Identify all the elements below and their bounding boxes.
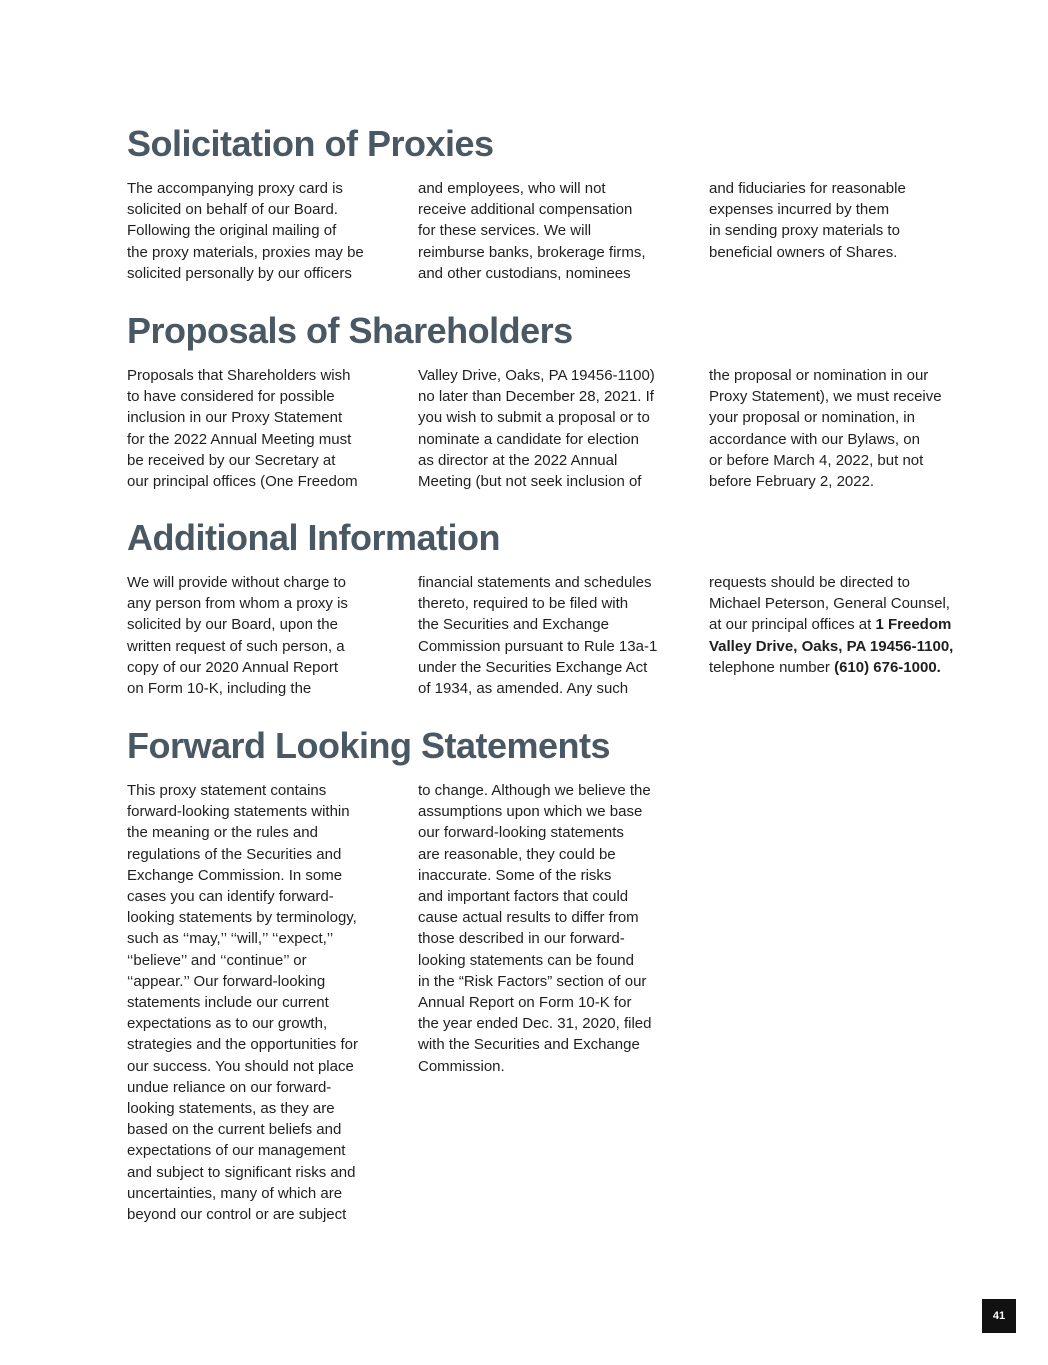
text-line: Valley Drive, Oaks, PA 19456-1100) (418, 367, 655, 384)
text-line: undue reliance on our forward- (127, 1078, 332, 1096)
text-line: solicited on behalf of our Board. (127, 201, 338, 219)
section-proposals-of-shareholders (127, 310, 977, 491)
text-line: beneficial owners of Shares. (709, 243, 898, 261)
text-line: before February 2, 2022. (709, 473, 875, 491)
text-column-1 (127, 365, 389, 492)
text-line: expectations of our management (127, 1142, 346, 1160)
text-line: to have considered for possible (127, 388, 335, 406)
text-line: regulations of the Securities and (127, 845, 342, 863)
text-line: Proxy Statement), we must receive (709, 388, 942, 406)
text-line: under the Securities Exchange Act (418, 658, 648, 676)
text-line: We will provide without charge to (127, 574, 346, 591)
text-line: Michael Peterson, General Counsel, (709, 595, 950, 613)
text-line: Annual Report on Form 10-K for (418, 994, 632, 1012)
text-line: Exchange Commission. In some (127, 866, 343, 884)
text-line: as director at the 2022 Annual (418, 451, 618, 469)
text-line: expenses incurred by them (709, 201, 890, 219)
address-bold: 1 Freedom (875, 616, 952, 634)
text-line: our principal offices (One Freedom (127, 473, 358, 491)
text-column-2 (418, 365, 680, 492)
text-line: or before March 4, 2022, but not (709, 451, 924, 469)
text-line: looking statements, as they are (127, 1100, 335, 1118)
text-line: inclusion in our Proxy Statement (127, 409, 343, 427)
text-line (709, 614, 971, 635)
text-line: and subject to significant risks and (127, 1163, 356, 1181)
text-line: those described in our forward- (418, 930, 625, 948)
text-line: the year ended Dec. 31, 2020, filed (418, 1015, 652, 1033)
text-line: uncertainties, many of which are (127, 1184, 343, 1202)
text-line: inaccurate. Some of the risks (418, 866, 612, 884)
text-line: and employees, who will not (418, 180, 606, 197)
section-additional-information (127, 517, 977, 698)
text-line: nominate a candidate for election (418, 430, 639, 448)
text-line (709, 657, 971, 678)
text-line: receive additional compensation (418, 201, 633, 219)
text-line: to change. Although we believe the (418, 782, 651, 799)
text-line: Commission pursuant to Rule 13a-1 (418, 637, 658, 655)
page-number: 41 (982, 1299, 1016, 1333)
text-line: written request of such person, a (127, 637, 345, 655)
section-solicitation-of-proxies (127, 123, 977, 282)
text-line: Following the original mailing of (127, 222, 337, 240)
text-line: and other custodians, nominees (418, 264, 631, 282)
text-line: cause actual results to differ from (418, 909, 639, 927)
text-line: no later than December 28, 2021. If (418, 388, 654, 406)
text-line: strategies and the opportunities for (127, 1036, 358, 1054)
text-line: you wish to submit a proposal or to (418, 409, 650, 427)
text-line: Proposals that Shareholders wish (127, 367, 351, 384)
text-line: statements include our current (127, 994, 329, 1012)
text-line: The accompanying proxy card is (127, 180, 343, 197)
text-line: on Form 10-K, including the (127, 680, 312, 698)
text-line: for the 2022 Annual Meeting must (127, 430, 352, 448)
text-column-2 (418, 780, 680, 1077)
text-column-2 (418, 572, 680, 699)
text-line: for these services. We will (418, 222, 592, 240)
text-line: ‘‘appear.’’ Our forward-looking (127, 972, 326, 990)
text-line: beyond our control or are subject (127, 1206, 347, 1224)
text-line: such as ‘‘may,’’ ‘‘will,’’ ‘‘expect,’’ (127, 930, 334, 948)
section-title: Additional Information (127, 517, 500, 558)
address-prefix: at our principal offices at (709, 616, 876, 634)
text-column-1 (127, 572, 389, 699)
text-line: be received by our Secretary at (127, 451, 336, 469)
text-line: copy of our 2020 Annual Report (127, 658, 338, 676)
text-line: accordance with our Bylaws, on (709, 430, 920, 448)
text-column-3 (709, 365, 971, 492)
text-line: based on the current beliefs and (127, 1121, 342, 1139)
text-line: of 1934, as amended. Any such (418, 680, 629, 698)
text-line: any person from whom a proxy is (127, 595, 348, 613)
text-line: reimburse banks, brokerage firms, (418, 243, 646, 261)
text-line: Commission. (418, 1057, 505, 1075)
text-line: our forward-looking statements (418, 824, 624, 842)
text-line: requests should be directed to (709, 574, 910, 591)
text-line: are reasonable, they could be (418, 845, 616, 863)
text-column-1 (127, 780, 389, 1225)
text-line: looking statements can be found (418, 951, 634, 969)
text-line: This proxy statement contains (127, 782, 327, 799)
text-line: and important factors that could (418, 888, 629, 906)
text-line: ‘‘believe’’ and ‘‘continue’’ or (127, 951, 307, 969)
text-line: the Securities and Exchange (418, 616, 609, 634)
text-line: in the “Risk Factors” section of our (418, 972, 647, 990)
text-line: with the Securities and Exchange (418, 1036, 640, 1054)
text-line: Meeting (but not seek inclusion of (418, 473, 642, 491)
text-line: forward-looking statements within (127, 803, 350, 821)
text-line: solicited personally by our officers (127, 264, 352, 282)
text-column-1 (127, 178, 389, 284)
section-title: Forward Looking Statements (127, 725, 611, 766)
text-column-3 (709, 178, 971, 263)
phone-prefix: telephone number (709, 658, 835, 676)
text-line: looking statements by terminology, (127, 909, 357, 927)
text-line: thereto, required to be filed with (418, 595, 629, 613)
address-bold: Valley Drive, Oaks, PA 19456-1100, (709, 637, 954, 655)
text-line: your proposal or nomination, in (709, 409, 915, 427)
text-line: the meaning or the rules and (127, 824, 318, 842)
section-forward-looking-statements (127, 725, 977, 1224)
text-line: in sending proxy materials to (709, 222, 900, 240)
text-column-2 (418, 178, 680, 284)
text-column-3 (709, 572, 971, 678)
text-line: financial statements and schedules (418, 574, 652, 591)
section-title: Solicitation of Proxies (127, 123, 494, 164)
text-line: our success. You should not place (127, 1057, 354, 1075)
section-title: Proposals of Shareholders (127, 310, 573, 351)
text-line: and fiduciaries for reasonable (709, 180, 906, 197)
text-line: assumptions upon which we base (418, 803, 643, 821)
text-line: the proposal or nomination in our (709, 367, 929, 384)
text-line: solicited by our Board, upon the (127, 616, 338, 634)
text-line: the proxy materials, proxies may be (127, 243, 364, 261)
phone-number: (610) 676-1000. (834, 658, 941, 676)
text-line: expectations as to our growth, (127, 1015, 328, 1033)
text-line: cases you can identify forward- (127, 888, 334, 906)
